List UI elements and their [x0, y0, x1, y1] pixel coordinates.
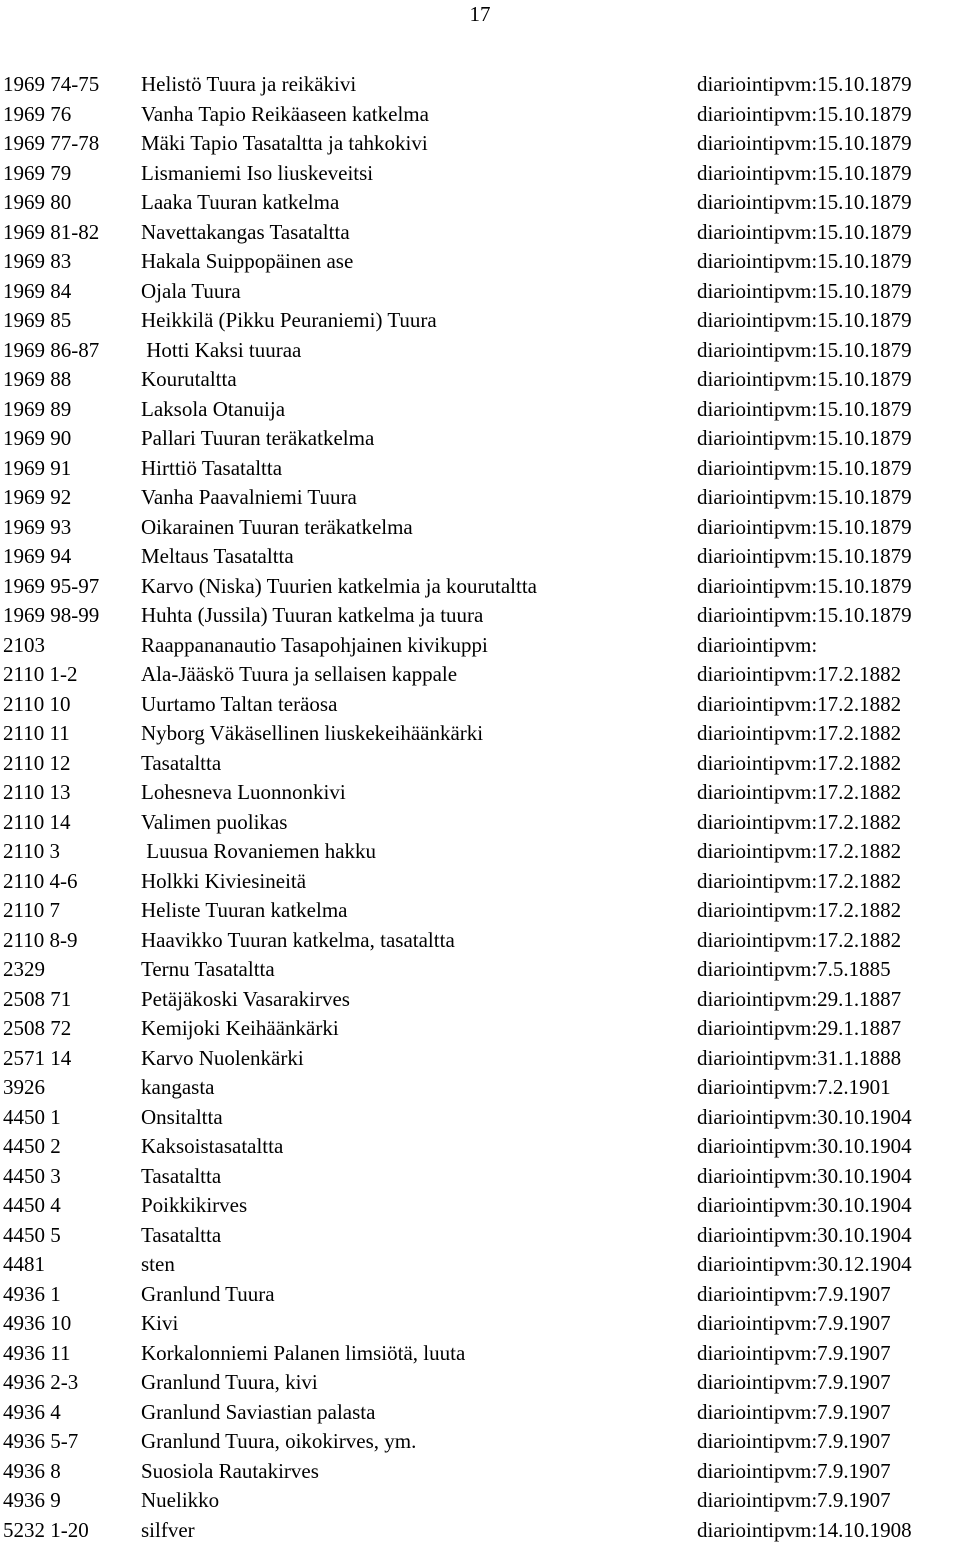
item-description: Petäjäkoski Vasarakirves	[141, 986, 350, 1011]
catalog-row	[3, 1014, 960, 1044]
catalog-number: 1969 84	[3, 278, 72, 303]
item-description: Meltaus Tasataltta	[141, 544, 294, 568]
diary-date: diariointipvm:7.9.1907	[697, 1429, 891, 1453]
diary-date: diariointipvm:15.10.1879	[697, 396, 912, 421]
diary-date: diariointipvm:15.10.1879	[697, 308, 912, 332]
diary-date: diariointipvm:30.12.1904	[697, 1252, 912, 1276]
diary-date: diariointipvm:15.10.1879	[697, 131, 912, 155]
item-description: Korkalonniemi Palanen limsiötä, luuta	[141, 1340, 466, 1365]
catalog-row	[3, 690, 960, 720]
catalog-number: 2110 10	[3, 691, 71, 716]
item-description: Heikkilä (Pikku Peuraniemi) Tuura	[141, 308, 437, 332]
item-description: Granlund Saviastian palasta	[141, 1399, 376, 1424]
diary-date: diariointipvm:15.10.1879	[697, 190, 912, 214]
item-description: Helistö Tuura ja reikäkivi	[141, 72, 357, 96]
item-description: Hakala Suippopäinen ase	[141, 249, 354, 273]
catalog-row	[3, 513, 960, 543]
catalog-number: 2571 14	[3, 1045, 72, 1070]
catalog-row	[3, 926, 960, 956]
diary-date: diariointipvm:15.10.1879	[697, 72, 912, 96]
catalog-row	[3, 129, 960, 159]
catalog-number: 4450 5	[3, 1222, 61, 1247]
catalog-row	[3, 159, 960, 189]
diary-date: diariointipvm:17.2.1882	[697, 780, 902, 804]
catalog-row	[3, 395, 960, 425]
item-description: Heliste Tuuran katkelma	[141, 898, 348, 922]
item-description: Haavikko Tuuran katkelma, tasataltta	[141, 927, 455, 952]
item-description: Valimen puolikas	[141, 809, 288, 834]
diary-date: diariointipvm:	[697, 632, 818, 657]
diary-date: diariointipvm:15.10.1879	[697, 337, 912, 362]
catalog-number: 2103	[3, 632, 45, 657]
catalog-number: 4450 1	[3, 1104, 61, 1129]
diary-date: diariointipvm:7.9.1907	[697, 1370, 891, 1394]
catalog-number: 1969 93	[3, 514, 72, 539]
catalog-number: 2110 4-6	[3, 868, 78, 893]
catalog-number: 1969 77-78	[3, 131, 100, 155]
diary-date: diariointipvm:15.10.1879	[697, 485, 912, 509]
catalog-row	[3, 70, 960, 100]
catalog-number: 4450 4	[3, 1193, 61, 1217]
catalog-row	[3, 1250, 960, 1280]
catalog-number: 1969 83	[3, 249, 72, 273]
item-description: Luusua Rovaniemen hakku	[141, 839, 377, 863]
catalog-row	[3, 749, 960, 779]
catalog-number: 1969 98-99	[3, 603, 100, 627]
catalog-number: 2110 12	[3, 750, 71, 775]
catalog-row	[3, 601, 960, 631]
catalog-row	[3, 1132, 960, 1162]
catalog-row	[3, 1339, 960, 1369]
catalog-row	[3, 1427, 960, 1457]
item-description: kangasta	[141, 1075, 215, 1099]
catalog-number: 1969 86-87	[3, 337, 100, 362]
catalog-number: 4936 1	[3, 1281, 61, 1306]
diary-date: diariointipvm:30.10.1904	[697, 1193, 912, 1217]
catalog-row	[3, 808, 960, 838]
catalog-number: 2110 8-9	[3, 927, 78, 952]
item-description: Lohesneva Luonnonkivi	[141, 780, 346, 804]
catalog-number: 1969 88	[3, 367, 72, 391]
item-description: Tasataltta	[141, 1222, 222, 1247]
catalog-number: 1969 81-82	[3, 219, 100, 244]
item-description: Granlund Tuura	[141, 1281, 275, 1306]
item-description: Vanha Paavalniemi Tuura	[141, 485, 357, 509]
diary-date: diariointipvm:15.10.1879	[697, 514, 912, 539]
diary-date: diariointipvm:17.2.1882	[697, 691, 902, 716]
item-description: Mäki Tapio Tasataltta ja tahkokivi	[141, 131, 428, 155]
catalog-row	[3, 896, 960, 926]
catalog-row	[3, 424, 960, 454]
item-description: Vanha Tapio Reikäaseen katkelma	[141, 101, 429, 126]
item-description: Navettakangas Tasataltta	[141, 219, 350, 244]
catalog-number: 1969 95-97	[3, 573, 100, 598]
catalog-number: 2110 13	[3, 780, 71, 804]
catalog-row	[3, 778, 960, 808]
catalog-row	[3, 1486, 960, 1516]
diary-date: diariointipvm:17.2.1882	[697, 839, 902, 863]
catalog-number: 4450 2	[3, 1134, 61, 1158]
catalog-number: 2329	[3, 957, 45, 981]
item-description: Pallari Tuuran teräkatkelma	[141, 426, 375, 450]
diary-date: diariointipvm:29.1.1887	[697, 986, 902, 1011]
catalog-number: 2110 11	[3, 721, 70, 745]
diary-date: diariointipvm:30.10.1904	[697, 1222, 912, 1247]
diary-date: diariointipvm:15.10.1879	[697, 101, 912, 126]
catalog-row	[3, 1162, 960, 1192]
item-description: Granlund Tuura, kivi	[141, 1370, 318, 1394]
catalog-row	[3, 1221, 960, 1251]
diary-date: diariointipvm:7.9.1907	[697, 1458, 891, 1483]
diary-date: diariointipvm:7.9.1907	[697, 1488, 891, 1512]
item-description: Nuelikko	[141, 1488, 220, 1512]
diary-date: diariointipvm:15.10.1879	[697, 249, 912, 273]
catalog-row	[3, 306, 960, 336]
catalog-number: 5232 1-20	[3, 1517, 89, 1542]
diary-date: diariointipvm:7.2.1901	[697, 1075, 891, 1099]
catalog-number: 4936 11	[3, 1340, 71, 1365]
item-description: Tasataltta	[141, 1163, 222, 1188]
item-description: Uurtamo Taltan teräosa	[141, 691, 338, 716]
diary-date: diariointipvm:7.9.1907	[697, 1340, 891, 1365]
diary-date: diariointipvm:7.9.1907	[697, 1399, 891, 1424]
catalog-number: 4936 10	[3, 1311, 72, 1335]
catalog-row	[3, 1309, 960, 1339]
diary-date: diariointipvm:15.10.1879	[697, 455, 912, 480]
diary-date: diariointipvm:30.10.1904	[697, 1163, 912, 1188]
catalog-row	[3, 1044, 960, 1074]
item-description: Ternu Tasataltta	[141, 957, 275, 981]
diary-date: diariointipvm:17.2.1882	[697, 927, 902, 952]
catalog-row	[3, 218, 960, 248]
item-description: Poikkikirves	[141, 1193, 248, 1217]
catalog-number: 3926	[3, 1075, 45, 1099]
item-description: Kourutaltta	[141, 367, 237, 391]
diary-date: diariointipvm:30.10.1904	[697, 1134, 912, 1158]
item-description: Suosiola Rautakirves	[141, 1458, 319, 1483]
catalog-row	[3, 1191, 960, 1221]
catalog-row	[3, 1516, 960, 1546]
diary-date: diariointipvm:7.5.1885	[697, 957, 891, 981]
page-number: 17	[469, 2, 491, 26]
catalog-row	[3, 277, 960, 307]
item-description: Kivi	[141, 1311, 179, 1335]
catalog-row	[3, 454, 960, 484]
catalog-row	[3, 1368, 960, 1398]
item-description: Laaka Tuuran katkelma	[141, 190, 340, 214]
catalog-row	[3, 1073, 960, 1103]
catalog-number: 1969 76	[3, 101, 72, 126]
item-description: Holkki Kiviesineitä	[141, 868, 307, 893]
catalog-row	[3, 572, 960, 602]
diary-date: diariointipvm:17.2.1882	[697, 898, 902, 922]
catalog-row	[3, 1280, 960, 1310]
catalog-number: 4481	[3, 1252, 45, 1276]
item-description: Karvo (Niska) Tuurien katkelmia ja kourutaltta	[141, 573, 537, 598]
diary-date: diariointipvm:15.10.1879	[697, 278, 912, 303]
catalog-row	[3, 719, 960, 749]
item-description: Karvo Nuolenkärki	[141, 1045, 304, 1070]
catalog-number: 4450 3	[3, 1163, 61, 1188]
catalog-number: 2110 7	[3, 898, 60, 922]
diary-date: diariointipvm:17.2.1882	[697, 809, 902, 834]
item-description: silfver	[141, 1517, 195, 1542]
item-description: Hirttiö Tasataltta	[141, 455, 283, 480]
catalog-number: 1969 91	[3, 455, 72, 480]
catalog-number: 4936 8	[3, 1458, 61, 1483]
catalog-row	[3, 1103, 960, 1133]
item-description: Onsitaltta	[141, 1104, 223, 1129]
item-description: Lismaniemi Iso liuskeveitsi	[141, 160, 374, 185]
diary-date: diariointipvm:15.10.1879	[697, 219, 912, 244]
diary-date: diariointipvm:15.10.1879	[697, 367, 912, 391]
catalog-list	[3, 70, 960, 1545]
catalog-number: 1969 90	[3, 426, 72, 450]
diary-date: diariointipvm:15.10.1879	[697, 160, 912, 185]
diary-date: diariointipvm:17.2.1882	[697, 868, 902, 893]
catalog-row	[3, 867, 960, 897]
catalog-number: 2110 1-2	[3, 662, 78, 686]
item-description: Tasataltta	[141, 750, 222, 775]
catalog-row	[3, 247, 960, 277]
catalog-number: 2508 71	[3, 986, 72, 1011]
catalog-row	[3, 483, 960, 513]
item-description: Laksola Otanuija	[141, 396, 286, 421]
diary-date: diariointipvm:29.1.1887	[697, 1016, 902, 1040]
diary-date: diariointipvm:7.9.1907	[697, 1281, 891, 1306]
catalog-row	[3, 1457, 960, 1487]
item-description: Ala-Jääskö Tuura ja sellaisen kappale	[141, 662, 458, 686]
item-description: Granlund Tuura, oikokirves, ym.	[141, 1429, 417, 1453]
catalog-row	[3, 100, 960, 130]
diary-date: diariointipvm:7.9.1907	[697, 1311, 891, 1335]
item-description: Raappananautio Tasapohjainen kivikuppi	[141, 632, 488, 657]
catalog-row	[3, 188, 960, 218]
diary-date: diariointipvm:31.1.1888	[697, 1045, 902, 1070]
catalog-number: 1969 92	[3, 485, 72, 509]
diary-date: diariointipvm:30.10.1904	[697, 1104, 912, 1129]
catalog-row	[3, 955, 960, 985]
item-description: Kemijoki Keihäänkärki	[141, 1016, 339, 1040]
catalog-row	[3, 631, 960, 661]
item-description: Kaksoistasataltta	[141, 1134, 284, 1158]
catalog-number: 4936 5-7	[3, 1429, 79, 1453]
item-description: Oikarainen Tuuran teräkatkelma	[141, 514, 413, 539]
catalog-row	[3, 660, 960, 690]
diary-date: diariointipvm:15.10.1879	[697, 544, 912, 568]
catalog-number: 1969 80	[3, 190, 72, 214]
catalog-row	[3, 542, 960, 572]
catalog-row	[3, 1398, 960, 1428]
catalog-row	[3, 985, 960, 1015]
catalog-number: 4936 4	[3, 1399, 61, 1424]
item-description: Hotti Kaksi tuuraa	[141, 337, 302, 362]
diary-date: diariointipvm:17.2.1882	[697, 750, 902, 775]
diary-date: diariointipvm:17.2.1882	[697, 662, 902, 686]
catalog-number: 1969 94	[3, 544, 72, 568]
diary-date: diariointipvm:15.10.1879	[697, 603, 912, 627]
catalog-number: 1969 85	[3, 308, 72, 332]
item-description: Ojala Tuura	[141, 278, 241, 303]
item-description: sten	[141, 1252, 175, 1276]
catalog-number: 2110 14	[3, 809, 71, 834]
catalog-number: 2110 3	[3, 839, 60, 863]
catalog-number: 1969 79	[3, 160, 72, 185]
catalog-number: 4936 2-3	[3, 1370, 79, 1394]
diary-date: diariointipvm:15.10.1879	[697, 573, 912, 598]
catalog-number: 4936 9	[3, 1488, 61, 1512]
catalog-row	[3, 365, 960, 395]
item-description: Huhta (Jussila) Tuuran katkelma ja tuura	[141, 603, 484, 627]
catalog-number: 1969 74-75	[3, 72, 100, 96]
catalog-row	[3, 837, 960, 867]
diary-date: diariointipvm:15.10.1879	[697, 426, 912, 450]
diary-date: diariointipvm:14.10.1908	[697, 1517, 912, 1542]
diary-date: diariointipvm:17.2.1882	[697, 721, 902, 745]
catalog-number: 2508 72	[3, 1016, 72, 1040]
item-description: Nyborg Väkäsellinen liuskekeihäänkärki	[141, 721, 484, 745]
catalog-row	[3, 336, 960, 366]
catalog-number: 1969 89	[3, 396, 72, 421]
